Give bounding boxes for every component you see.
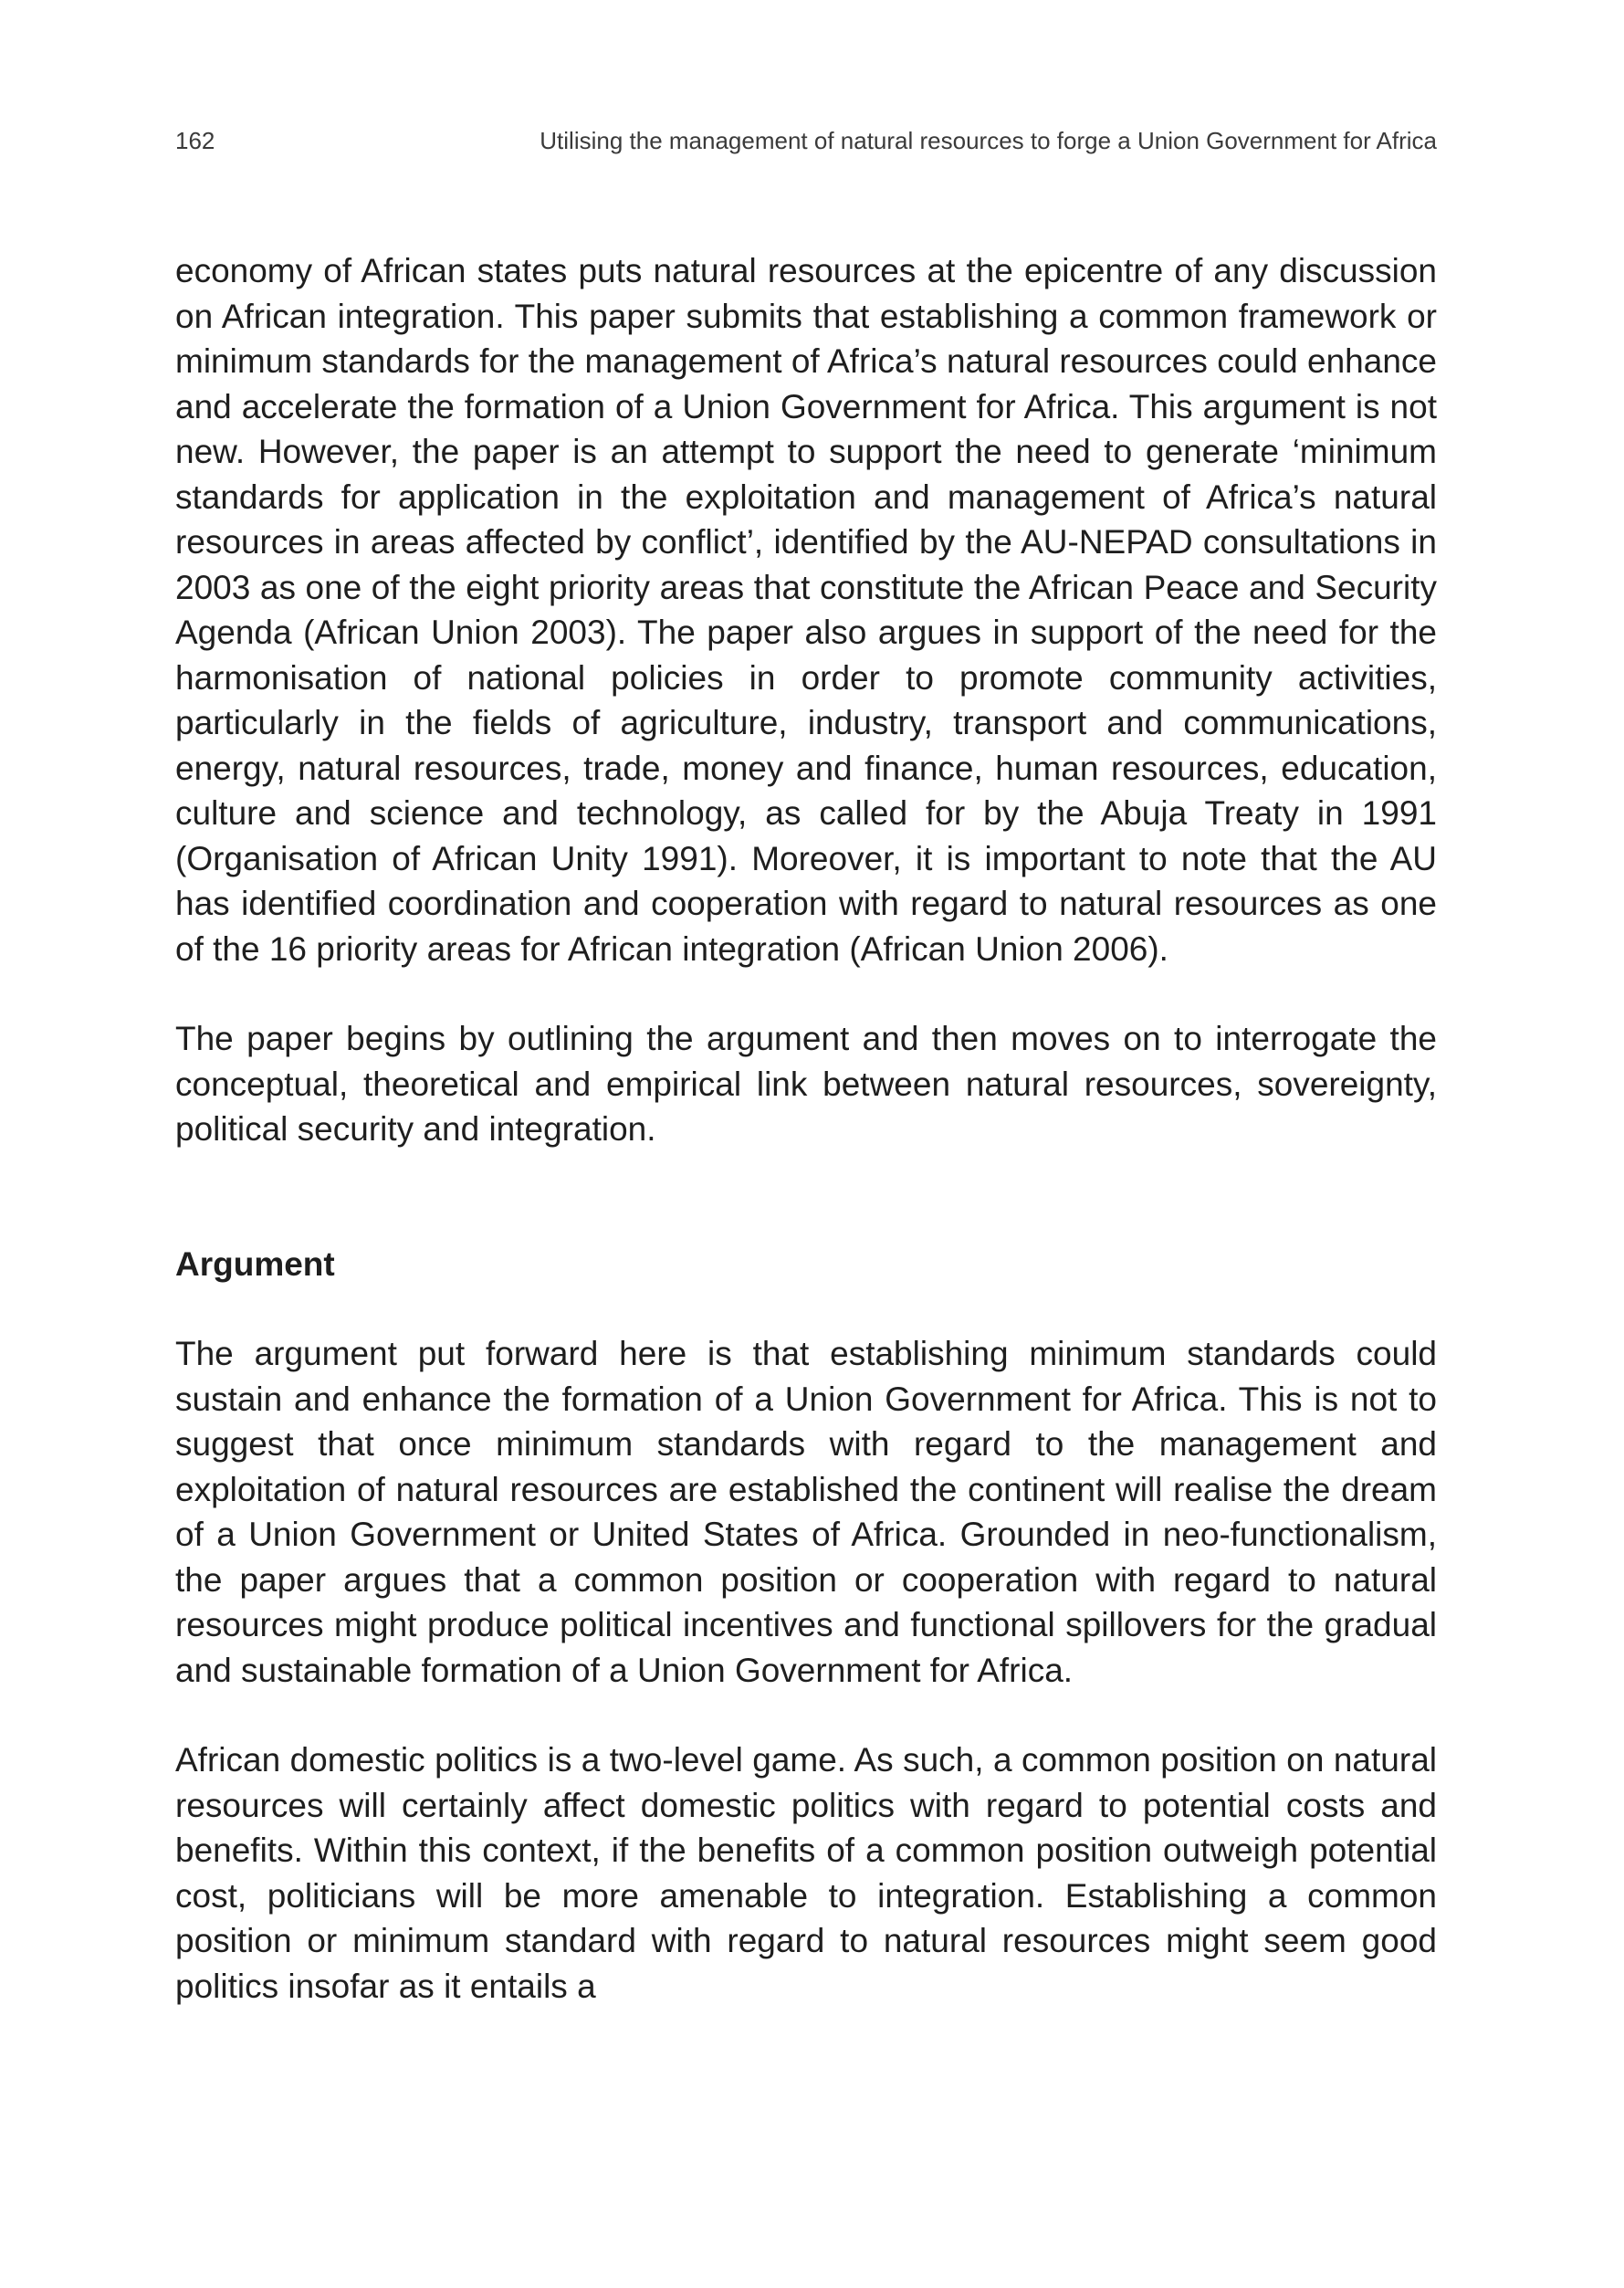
running-title: Utilising the management of natural resources to forge a Union Government for Africa [540,127,1437,154]
paragraph-outline: The paper begins by outlining the argument and then moves on to interrogate the conceptual, theoretical and empirical link between natural resources, sovereignty, political security and integration. [175,1020,1437,1148]
section-heading-argument: Argument [175,1244,335,1283]
body-text [175,248,1437,2009]
paragraph-two-level-game: African domestic politics is a two-level game. As such, a common position on natural resources will certainly affect domestic politics with regard to potential costs and benefits. Within this context, if the benefits of a common position outweigh potential cost, politicians will be more amenable to integration. Establishing a common position or minimum standard with regard to natural resources might seem good politics insofar as it entails a [175,1741,1437,2005]
page-number: 162 [175,127,215,154]
paragraph-argument: The argument put forward here is that establishing minimum standards could sustain and enhance the formation of a Union Government for Africa. This is not to suggest that once minimum standards with regard to the management and exploitation of natural resources are established the continent will realise the dream of a Union Government or United States of Africa. Grounded in neo-functionalism, the paper argues that a common position or cooperation with regard to natural resources might produce political incentives and functional spillovers for the gradual and sustainable formation of a Union Government for Africa. [175,1335,1437,1689]
running-header [175,122,1437,159]
paragraph-intro-continued: economy of African states puts natural resources at the epicentre of any discussion on African integration. This paper submits that establishing a common framework or minimum standards for the management of Africa’s natural resources could enhance and accelerate the formation of a Union Government for Africa. This argument is not new. However, the paper is an attempt to support the need to generate ‘minimum standards for application in the exploitation and management of Africa’s natural resources in areas affected by conflict’, identified by the AU-NEPAD consultations in 2003 as one of the eight priority areas that constitute the African Peace and Security Agenda (African Union 2003). The paper also argues in support of the need for the harmonisation of national policies in order to promote community activities, particularly in the fields of agriculture, industry, transport and communications, energy, natural resources, trade, money and finance, human resources, education, culture and science and technology, as called for by the Abuja Treaty in 1991 (Organisation of African Unity 1991). Moreover, it is important to note that the AU has identified coordination and cooperation with regard to natural resources as one of the 16 priority areas for African integration (African Union 2006). [175,252,1437,968]
